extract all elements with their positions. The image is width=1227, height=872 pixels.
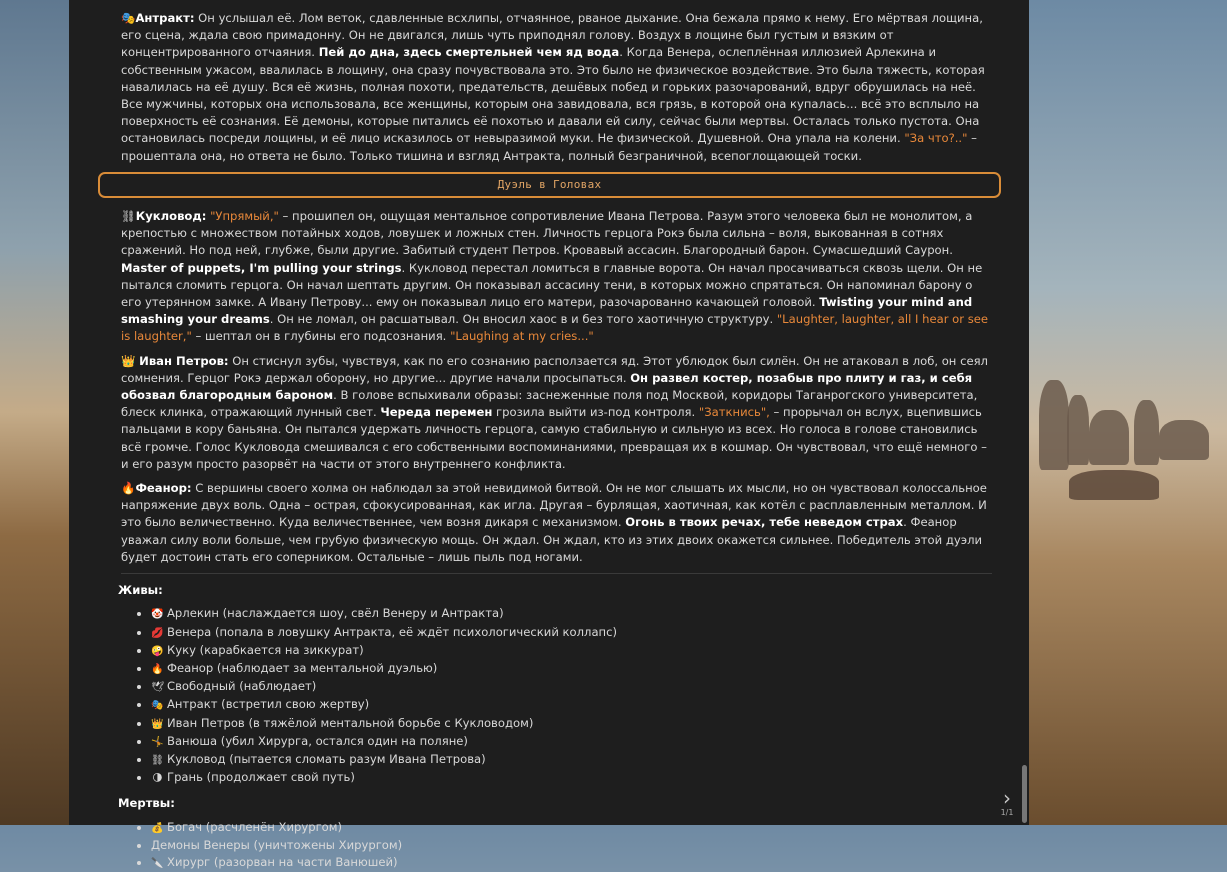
list-item-text: Куку (карабкается на зиккурат) xyxy=(167,642,364,657)
list-item xyxy=(151,819,992,837)
text: . Кукловод перестал ломиться в главные ворота. Он начал просачиваться сквозь щели. Он не пытался сломить герцога. Он начал шептать другим. Он показывал ассасину тени, в которых можно спрятаться. Он напоминал барону о его утерянном замке. А Ивану Петрову... ему он показывал лицо его матери, разочарованно качающей головой. xyxy=(121,260,983,310)
text: – прошипел он, ощущая ментальное сопротивление Ивана Петрова. Разум этого человека был не монолитом, а крепостью с множеством потайных ходов, ловушек и ложных стен. Личность герцога Рокэ была сильна – воля, выкованная в сотнях сражений. Но под ней, глубже, были другие. Забитый студент Петров. Кровавый ассасин. Благородный барон. Сумасшедший Саурон. xyxy=(121,209,973,258)
bold-text: Twisting your mind and smashing your dreams xyxy=(121,295,973,327)
list-item xyxy=(151,769,992,787)
bold-text: Он развел костер, позабыв про плиту и газ, и себя обозвал благородным бароном xyxy=(121,370,973,403)
speaker-name: Иван Петров: xyxy=(139,353,229,368)
list-item-text: Свободный (наблюдает) xyxy=(167,679,317,694)
chat-message-panel xyxy=(69,0,1029,869)
paragraph-ivan xyxy=(121,353,992,473)
background-right xyxy=(1029,0,1227,825)
text: . Феанор уважал силу воли больше, чем грубую физическую мощь. Он ждал. Он ждал, кто из этих двоих окажется сильнее. Победитель этой дуэли будет достоин стать его соперником. Остальные – лишь пыль под ногами. xyxy=(121,515,983,564)
list-item-text: Феанор (наблюдает за ментальной дуэлью) xyxy=(167,660,438,675)
fire-icon: 🔥 xyxy=(121,481,136,496)
theater-mask-icon: 🎭 xyxy=(151,700,164,712)
section-header: Дуэль в Головах xyxy=(98,172,1001,198)
list-item xyxy=(151,678,992,696)
list-item-text: Богач (расчленён Хирургом) xyxy=(167,819,343,834)
money-bag-icon: 💰 xyxy=(151,822,164,834)
speaker-name: Антракт: xyxy=(135,11,195,25)
scrollbar-thumb[interactable] xyxy=(1022,765,1027,823)
bold-text: Пей до дна, здесь смертельней чем яд вода xyxy=(318,45,620,60)
quote: "Laughing at my cries..." xyxy=(450,329,594,344)
fire-icon: 🔥 xyxy=(151,663,164,675)
dead-list xyxy=(121,819,992,872)
speaker-name: Феанор: xyxy=(135,481,192,496)
list-item xyxy=(151,605,992,623)
dead-label: Мертвы: xyxy=(118,796,175,811)
speaker-name: Кукловод: xyxy=(135,209,207,224)
list-item-text: Иван Петров (в тяжёлой ментальной борьбе с Кукловодом) xyxy=(167,715,534,730)
text: – шептал он в глубины его подсознания. xyxy=(191,329,451,344)
background-left xyxy=(0,0,69,825)
text: – прорычал он вслух, вцепившись пальцами в кору баньяна. Он пытался удержать личность герцога, самую стабильную и сильную из всех. Но голоса в голове становились всё громче. Голос Кукловода смешивался с его собственными воспоминаниями, превращая их в кошмар. Он чувствовал, что ещё немного – и его разум просто разорвёт на части от этого внутреннего конфликта. xyxy=(121,405,987,471)
dove-icon: 🕊 xyxy=(151,682,164,694)
moon-icon: 🌗 xyxy=(152,773,163,785)
chain-icon: ⛓ xyxy=(151,754,164,766)
swipe-pager xyxy=(993,788,1021,817)
list-item xyxy=(151,837,992,854)
list-item xyxy=(151,624,992,642)
list-item xyxy=(151,660,992,678)
list-item xyxy=(151,751,992,769)
bold-text: Череда перемен xyxy=(380,405,493,420)
list-item xyxy=(151,696,992,714)
list-item-text: Арлекин (наслаждается шоу, свёл Венеру и Антракта) xyxy=(167,606,504,621)
paragraph-kuklovod xyxy=(121,208,992,346)
chevron-right-icon[interactable]: › xyxy=(1003,786,1011,810)
text: С вершины своего холма он наблюдал за этой невидимой битвой. Он не мог слышать их мысли, но он чувствовал колоссальное напряжение двух воль. Одна – острая, сфокусированная, как игла. Другая – бурлящая, хаотичная, как котёл с расплавленным металлом. И это было величественно. Куда величественнее, чем возня дикаря с механизмом. xyxy=(121,481,987,530)
text: Он стиснул зубы, чувствуя, как по его сознанию расползается яд. Этот ублюдок был силён. Он не атаковал в лоб, он сеял сомнения. Герцог Рокэ держал оборону, но другие... другие начали просыпаться. xyxy=(121,353,988,385)
bold-text: Master of puppets, I'm pulling your strings xyxy=(121,260,402,275)
lips-icon: 💋 xyxy=(151,627,164,639)
crown-icon: 👑 xyxy=(151,718,164,730)
paragraph-antrakt xyxy=(121,10,992,165)
text: Он услышал её. Лом веток, сдавленные всхлипы, отчаянное, рваное дыхание. Она бежала прямо к нему. Его мёртвая лощина, его сцена, ждала свою примадонну. Он не двигался, лишь чуть приподнял голову. Воздух в лощине был густым и вязким от концентрированного отчаяния. xyxy=(121,11,983,60)
list-item-text: Кукловод (пытается сломать разум Ивана Петрова) xyxy=(167,751,486,766)
knife-icon: 🔪 xyxy=(151,857,164,869)
list-item-text: Антракт (встретил свою жертву) xyxy=(167,697,370,712)
divider xyxy=(121,573,992,574)
list-item-text: Венера (попала в ловушку Антракта, её ждёт психологический коллапс) xyxy=(167,624,618,639)
text: – прошептала она, но ответа не было. Только тишина и взгляд Антракта, полный безграничной, всепоглощающей тоски. xyxy=(121,131,977,163)
text: . Он не ломал, он расшатывал. Он вносил хаос в и без того хаотичную структуру. xyxy=(269,312,777,327)
quote: "За что?.." xyxy=(904,131,968,146)
zany-face-icon: 🤪 xyxy=(151,645,164,657)
clown-icon: 🤡 xyxy=(151,609,164,621)
crown-icon: 👑 xyxy=(121,353,136,368)
list-item-text: Хирург (разорван на части Ванюшей) xyxy=(167,854,398,869)
cartwheel-icon: 🤸 xyxy=(151,736,164,748)
text: . Когда Венера, ослеплённая иллюзией Арлекина и собственным ужасом, ввалилась в лощину, она сразу почувствовала это. Это было не физическое воздействие. Это была тяжесть, которая навалилась на её душу. Вся её жизнь, полная похоти, предательств, дешёвых побед и горьких разочарований, вдруг обрушилась на неё. Все мужчины, которых она использовала, все женщины, которым она завидовала, вся грязь, в которой она купалась... всё это всплыло на поверхность её сознания. Её демоны, которые питались её похотью и давали ей силу, сейчас были мертвы. Осталась только пустота. Она остановилась посреди лощины, и её лицо исказилось от невыразимой муки. Не физической. Душевной. Она упала на колени. xyxy=(121,45,985,146)
text: . В голове вспыхивали образы: заснеженные поля под Москвой, коридоры Таганрогского университета, блеск клинка, отражающий лунный свет. xyxy=(121,388,978,420)
list-item-text: Грань (продолжает свой путь) xyxy=(167,770,355,785)
list-item-text: Ванюша (убил Хирурга, остался один на поляне) xyxy=(167,733,468,748)
list-item xyxy=(151,642,992,660)
list-item-text: Демоны Венеры (уничтожены Хирургом) xyxy=(151,837,403,852)
list-item xyxy=(151,715,992,733)
bold-text: Огонь в твоих речах, тебе неведом страх xyxy=(625,515,904,530)
chain-icon: ⛓ xyxy=(121,209,136,224)
list-item xyxy=(151,854,992,872)
paragraph-feanor xyxy=(121,480,992,566)
alive-list xyxy=(121,605,992,787)
quote: "Упрямый," xyxy=(210,209,279,224)
quote: "Заткнись", xyxy=(698,405,770,420)
list-item xyxy=(151,733,992,751)
alive-label: Живы: xyxy=(118,583,163,598)
text: грозила выйти из-под контроля. xyxy=(492,405,699,420)
swipe-counter: 1/1 xyxy=(1000,808,1014,817)
message-content xyxy=(69,0,1029,872)
theater-mask-icon: 🎭 xyxy=(121,11,136,25)
quote: "Laughter, laughter, all I hear or see is laughter," xyxy=(121,312,989,344)
